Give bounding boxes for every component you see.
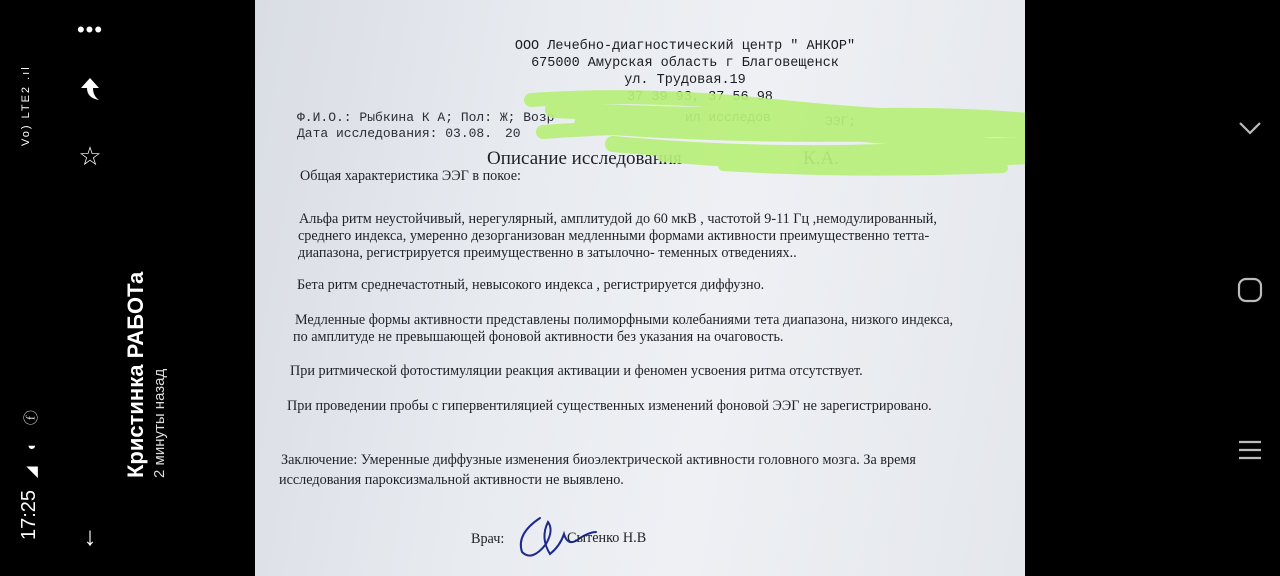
study-date-tail: 20 [505, 126, 521, 141]
star-icon[interactable]: ☆ [78, 140, 102, 171]
slow-waves-line2: по амплитуде не превышающей фоновой активности без указания на очаговость. [293, 329, 784, 345]
clinic-street: ул. Трудовая.19 [624, 73, 746, 88]
patient-line: Ф.И.О.: Рыбкина К А; Пол: Ж; Возр [297, 110, 555, 125]
signal-icon: Vo) LTE2 .ıl [20, 65, 32, 146]
status-time: 17:25 [18, 489, 40, 540]
beta-rhythm: Бета ритм среднечастотный, невысокого индекса , регистрируется диффузно. [297, 277, 765, 293]
conclusion-line2: исследования пароксизмальной активности не выявлено. [279, 472, 624, 488]
doctor-label: Врач: [471, 531, 505, 547]
navigation-bar [1220, 0, 1280, 576]
clinic-address: 675000 Амурская область г Благовещенск [531, 56, 839, 71]
clinic-phones: 37 39 93, 37 56 98 [627, 90, 773, 105]
slow-waves-line1: Медленные формы активности представлены полиморфными колебаниями тета диапазона, низкого индекса, [295, 312, 954, 328]
more-options-icon[interactable]: ••• [76, 17, 104, 42]
general-heading: Общая характеристика ЭЭГ в покое: [300, 168, 521, 184]
viewer-toolbar [60, 0, 168, 576]
conclusion-line1: Заключение: Умеренные диффузные изменения биоэлектрической активности головного мозга. За время [281, 452, 916, 468]
document-photo[interactable] [255, 0, 1025, 576]
alpha-rhythm-line3: диапазона, регистрируется преимущественно в затылочно- теменных отведениях.. [298, 245, 797, 261]
chevron-down-icon[interactable] [1228, 106, 1272, 150]
sender-info [123, 272, 168, 478]
alpha-rhythm-line2: среднего индекса, умеренно дезорганизован медленными формами активности преимущественно тетта- [298, 228, 930, 244]
download-icon[interactable]: ↓ [83, 520, 97, 551]
patient-line-end: ЭЭГ; [825, 114, 857, 129]
sender-name: Кристинка РАБОТа [123, 271, 148, 478]
redaction-scribble [523, 90, 1025, 180]
patient-line-tail: ил исследов [685, 110, 771, 125]
alpha-rhythm-line1: Альфа ритм неустойчивый, нерегулярный, амплитудой до 60 мкВ , частотой 9-11 Гц ,немодулированный, [299, 211, 937, 227]
share-icon[interactable] [68, 66, 112, 110]
clinic-name: ООО Лечебно-диагностический центр " АНКОР" [514, 39, 856, 54]
photostimulation: При ритмической фотостимуляции реакция активации и феномен усвоения ритма отсутствует. [290, 363, 863, 379]
recent-apps-icon[interactable] [1228, 428, 1272, 472]
document-title-tail: К.А. [803, 148, 839, 169]
doctor-name: Сытенко Н.В [567, 530, 647, 546]
study-date: Дата исследования: 03.08. [297, 126, 493, 141]
home-icon[interactable] [1228, 268, 1272, 312]
notification-icons: ◢ ◐ ⓕ [23, 404, 40, 478]
sender-time: 2 минуты назад [151, 368, 168, 478]
document-title: Описание исследования [487, 148, 682, 169]
hyperventilation: При проведении пробы с гипервентиляцией существенных изменений фоновой ЭЭГ не зарегистрировано. [287, 398, 932, 414]
status-bar [0, 0, 60, 576]
